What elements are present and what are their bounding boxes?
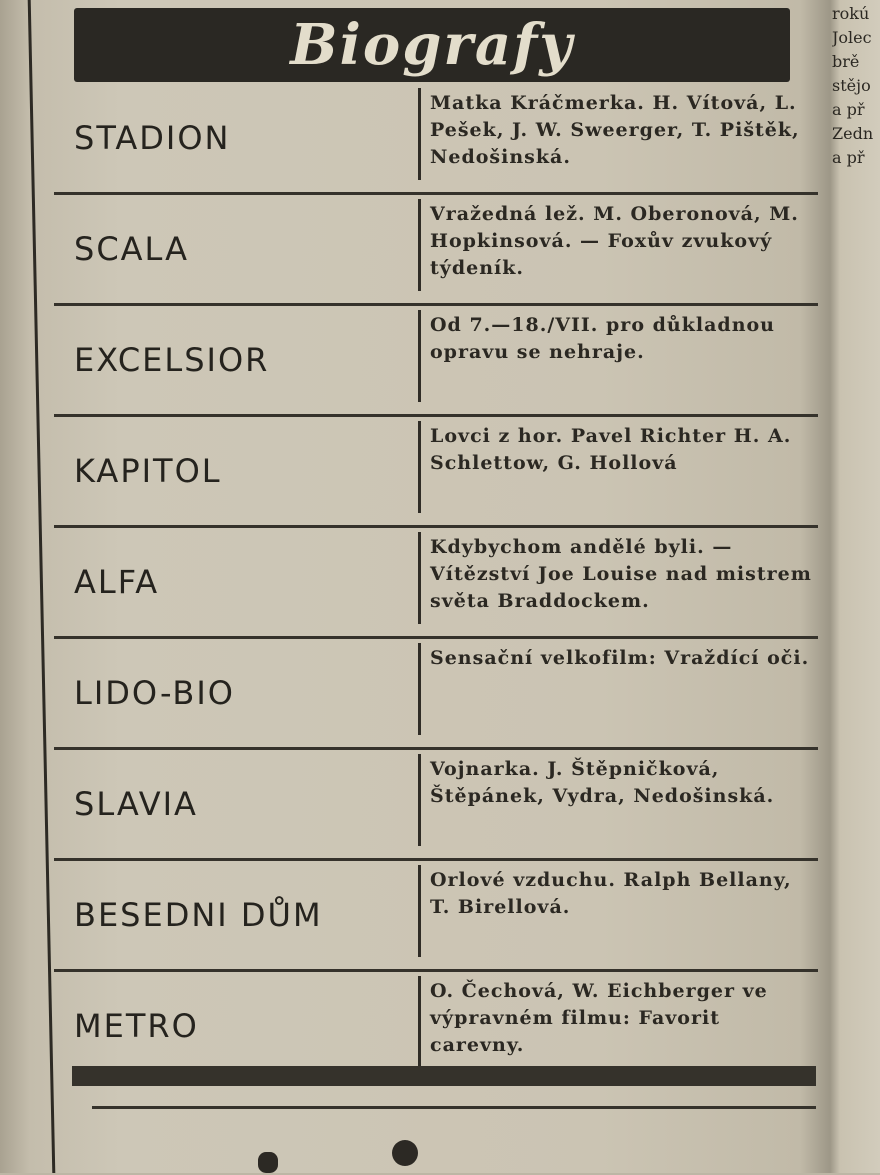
ink-mark xyxy=(392,1140,418,1166)
column-line: Zedn xyxy=(832,124,874,143)
row-separator xyxy=(418,88,421,180)
row-separator xyxy=(418,976,421,1068)
section-title: Biografy xyxy=(290,12,574,78)
cinema-name: EXCELSIOR xyxy=(74,341,270,379)
column-line: brě xyxy=(832,52,860,71)
closing-rule xyxy=(92,1106,816,1109)
listing-row xyxy=(54,84,818,195)
listing-table xyxy=(54,84,818,1083)
cinema-name: SLAVIA xyxy=(74,785,198,823)
cinema-name: SCALA xyxy=(74,230,189,268)
section-header xyxy=(74,8,790,82)
row-separator xyxy=(418,532,421,624)
adjacent-column-text xyxy=(832,0,880,1175)
row-separator xyxy=(418,310,421,402)
film-info: Lovci z hor. Pavel Richter H. A. Schlettow, G. Hollová xyxy=(430,425,792,474)
row-separator xyxy=(418,754,421,846)
cinema-name: ALFA xyxy=(74,563,160,601)
column-line: rokú xyxy=(832,4,870,23)
film-info: Sensační velkofilm: Vraždící oči. xyxy=(430,647,810,669)
cinema-name: LIDO-BIO xyxy=(74,674,235,712)
cinema-listings-column xyxy=(44,0,828,1173)
listing-row xyxy=(54,528,818,639)
column-line: Jolec xyxy=(832,28,872,47)
row-separator xyxy=(418,421,421,513)
listing-row xyxy=(54,195,818,306)
film-info: Vražedná lež. M. Oberonová, M. Hopkinsová. — Foxův zvukový týdeník. xyxy=(430,203,799,279)
closing-bar xyxy=(72,1066,816,1086)
film-info: Vojnarka. J. Štěpničková, Štěpánek, Vydra, Nedošinská. xyxy=(430,758,775,807)
listing-row xyxy=(54,750,818,861)
column-line: stějo xyxy=(832,76,871,95)
ink-mark xyxy=(258,1152,278,1173)
film-info: Od 7.—18./VII. pro důkladnou opravu se nehraje. xyxy=(430,314,775,363)
film-info: Orlové vzduchu. Ralph Bellany, T. Birellová. xyxy=(430,869,792,918)
cinema-name: STADION xyxy=(74,119,231,157)
film-info: O. Čechová, W. Eichberger ve výpravném filmu: Favorit carevny. xyxy=(430,980,768,1056)
listing-row xyxy=(54,639,818,750)
column-line: a př xyxy=(832,100,865,119)
column-line: a př xyxy=(832,148,865,167)
film-info: Kdybychom andělé byli. — Vítězství Joe Louise nad mistrem světa Braddockem. xyxy=(430,536,812,612)
cinema-name: KAPITOL xyxy=(74,452,222,490)
row-separator xyxy=(418,199,421,291)
film-info: Matka Kráčmerka. H. Vítová, L. Pešek, J. W. Sweerger, T. Pištěk, Nedošinská. xyxy=(430,92,800,168)
listing-row xyxy=(54,861,818,972)
cinema-name: METRO xyxy=(74,1007,199,1045)
listing-row xyxy=(54,306,818,417)
cinema-name: BESEDNI DŮM xyxy=(74,896,323,934)
row-separator xyxy=(418,643,421,735)
listing-row xyxy=(54,417,818,528)
row-separator xyxy=(418,865,421,957)
